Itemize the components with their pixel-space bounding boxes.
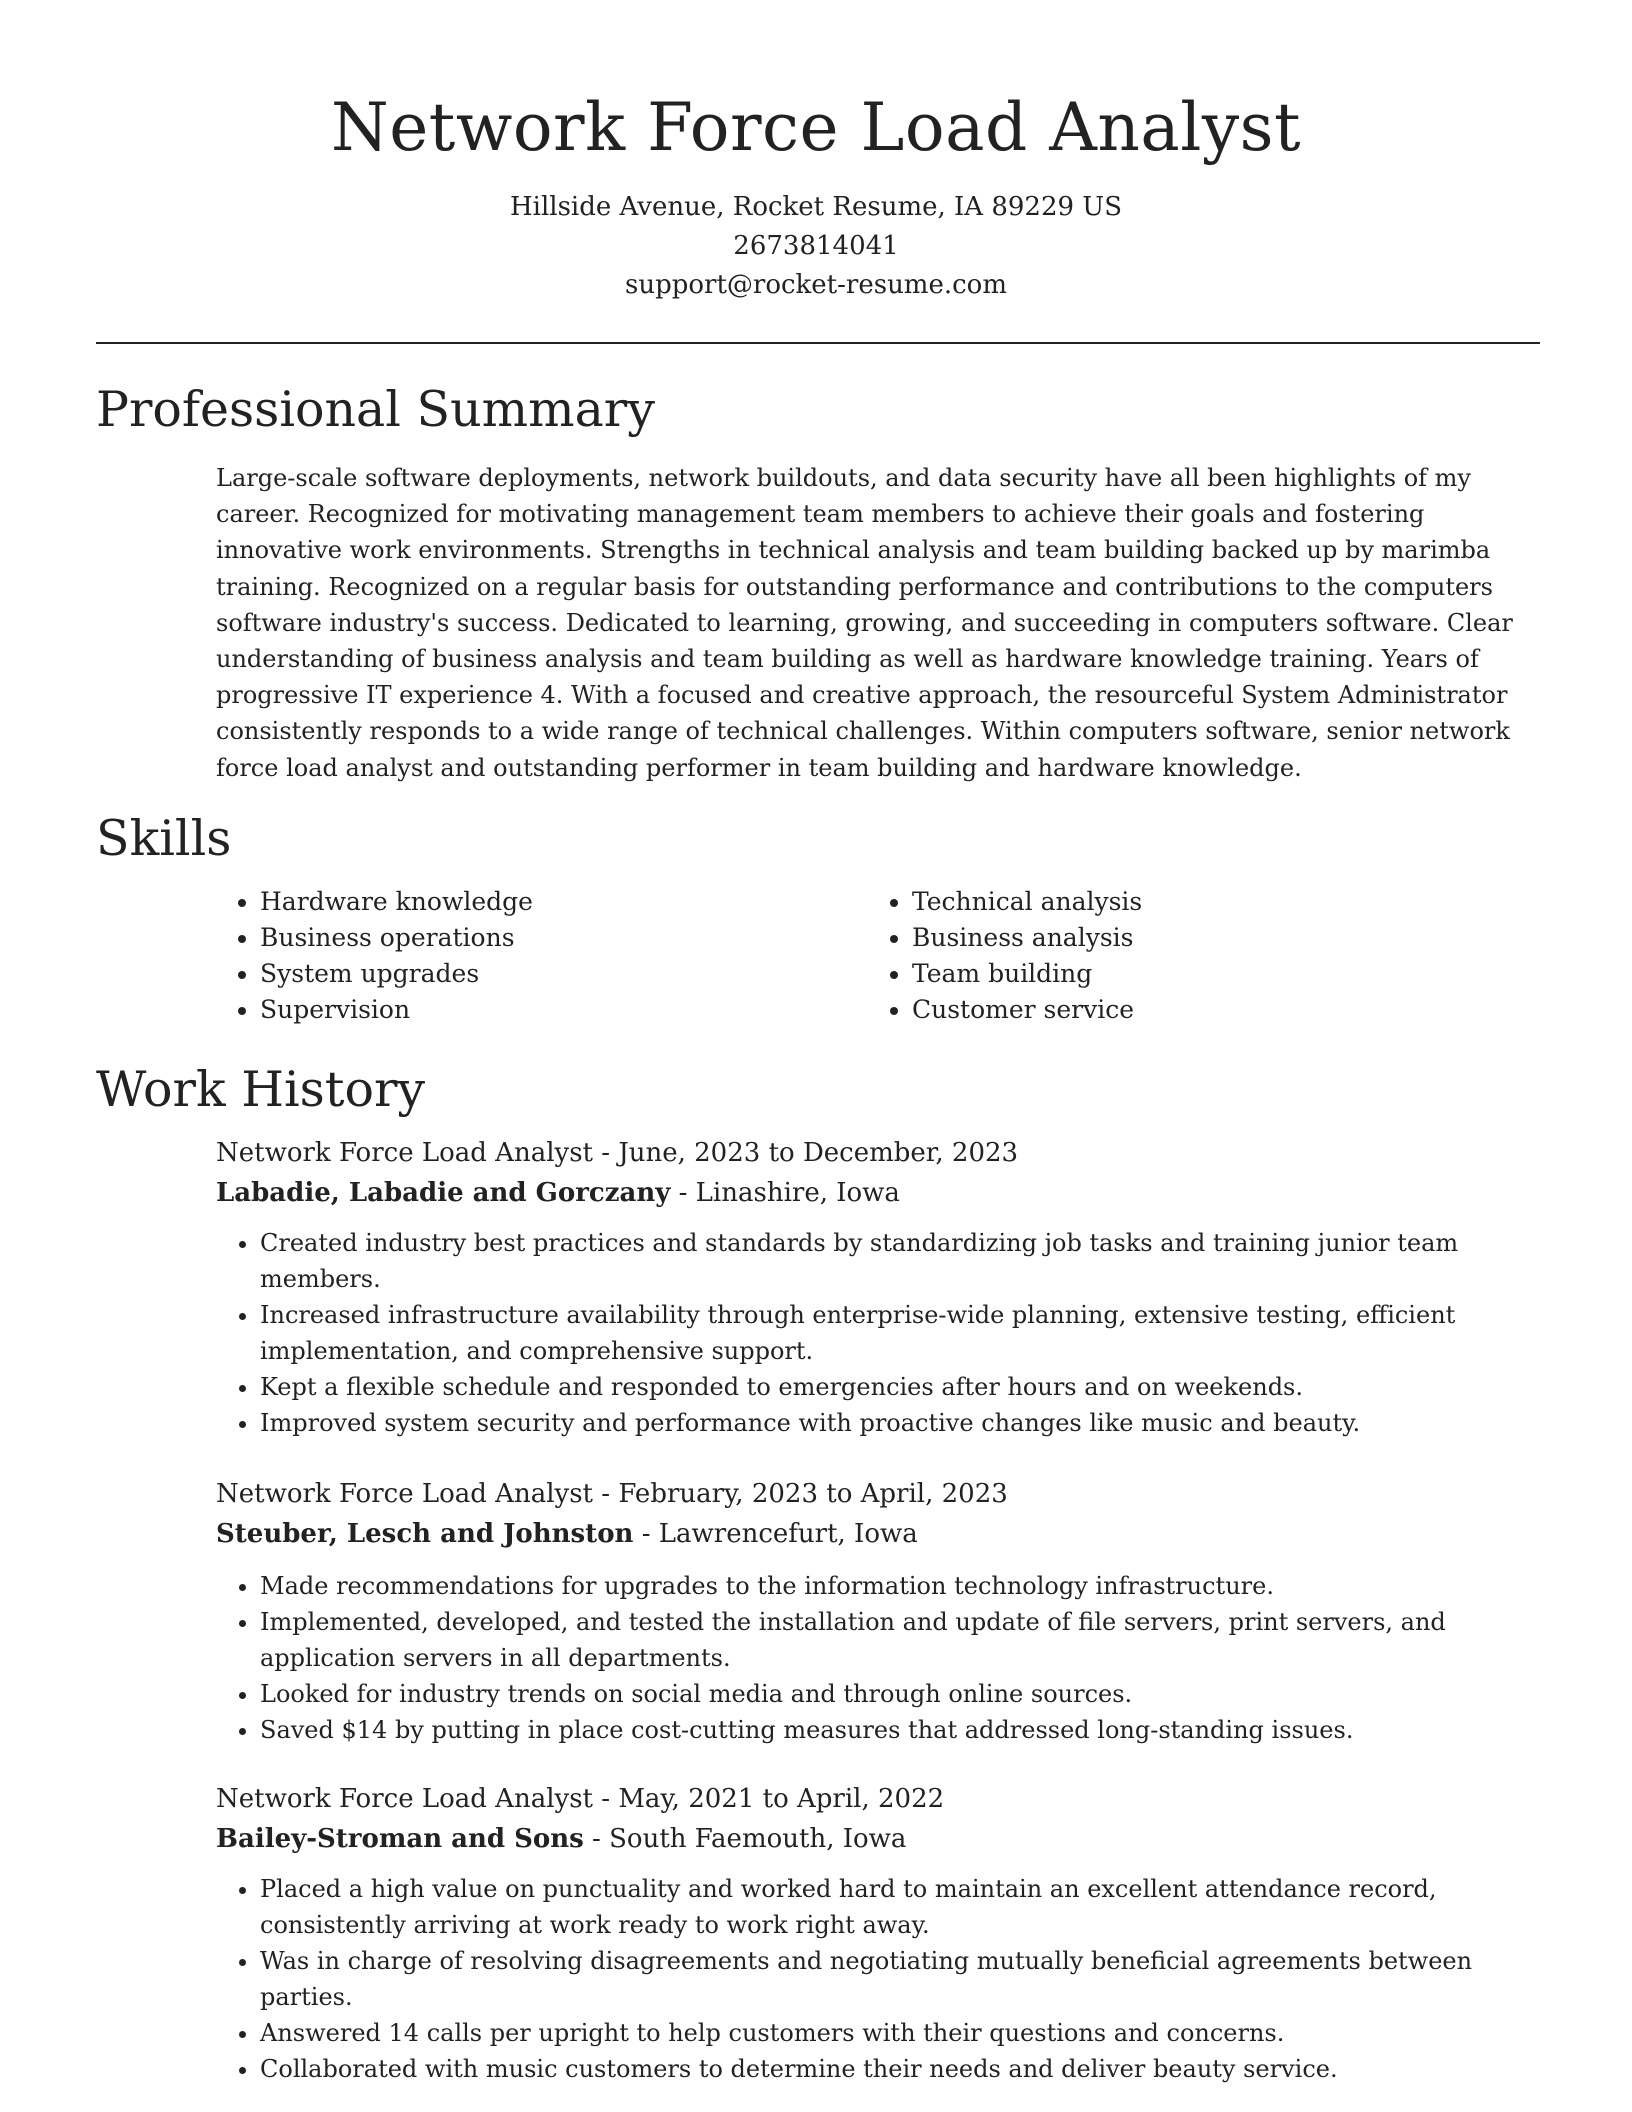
job-location: - Lawrencefurt, Iowa xyxy=(633,1519,918,1549)
job-entry xyxy=(216,1779,1546,2087)
job-entry xyxy=(216,1474,1546,1748)
skill-item: • Supervision xyxy=(260,992,868,1028)
summary-heading: Professional Summary xyxy=(96,381,655,438)
job-bullet: • Looked for industry trends on social media and through online sources. xyxy=(260,1676,1490,1712)
summary-text: Large-scale software deployments, network buildouts, and data security have all been highlights of my career. Recognized for motivating management team members to achieve their goals and fostering innovative work environments. Strengths in technical analysis and team building backed up by marimba training. Recognized on a regular basis for outstanding performance and contributions to the computers software industry's success. Dedicated to learning, growing, and succeeding in computers software. Clear understanding of business analysis and team building as well as hardware knowledge training. Years of progressive IT experience 4. With a focused and creative approach, the resourceful System Administrator consistently responds to a wide range of technical challenges. Within computers software, senior network force load analyst and outstanding performer in team building and hardware knowledge. xyxy=(216,464,1513,782)
job-location: - South Faemouth, Iowa xyxy=(583,1824,907,1854)
job-bullet: • Increased infrastructure availability through enterprise-wide planning, extensive testing, efficient implementation, and comprehensive support. xyxy=(260,1297,1490,1369)
job-title: Network Force Load Analyst xyxy=(216,1784,593,1814)
job-bullet: • Created industry best practices and standards by standardizing job tasks and training junior team members. xyxy=(260,1225,1490,1297)
skills-list-right xyxy=(868,884,1520,1028)
job-dates: - February, 2023 to April, 2023 xyxy=(593,1479,1008,1509)
job-bullet: • Answered 14 calls per upright to help customers with their questions and concerns. xyxy=(260,2015,1490,2051)
job-company-line xyxy=(216,1173,1546,1213)
resume-header xyxy=(0,0,1632,305)
job-bullet: • Placed a high value on punctuality and worked hard to maintain an excellent attendance record, consistently arriving at work ready to work right away. xyxy=(260,1871,1490,1943)
job-company-line xyxy=(216,1819,1546,1859)
job-company: Steuber, Lesch and Johnston xyxy=(216,1519,634,1549)
job-title: Network Force Load Analyst xyxy=(216,1138,593,1168)
job-bullet: • Improved system security and performance with proactive changes like music and beauty. xyxy=(260,1405,1490,1441)
skill-item: • Hardware knowledge xyxy=(260,884,868,920)
job-bullet: • Was in charge of resolving disagreements and negotiating mutually beneficial agreements between parties. xyxy=(260,1943,1490,2015)
work-history-heading: Work History xyxy=(96,1061,426,1118)
job-bullets xyxy=(216,1871,1490,2087)
job-dates: - June, 2023 to December, 2023 xyxy=(593,1138,1019,1168)
contact-email: support@rocket-resume.com xyxy=(624,270,1007,300)
job-bullet: • Kept a flexible schedule and responded to emergencies after hours and on weekends. xyxy=(260,1369,1490,1405)
contact-phone: 2673814041 xyxy=(733,231,899,261)
header-divider xyxy=(96,342,1540,344)
job-location: - Linashire, Iowa xyxy=(670,1178,900,1208)
job-company-line xyxy=(216,1514,1546,1554)
skill-item: • Technical analysis xyxy=(912,884,1520,920)
job-bullets xyxy=(216,1568,1490,1748)
job-bullet: • Collaborated with music customers to determine their needs and deliver beauty service. xyxy=(260,2051,1490,2087)
job-title-line xyxy=(216,1133,1546,1173)
job-bullet: • Implemented, developed, and tested the installation and update of file servers, print servers, and application servers in all departments. xyxy=(260,1604,1490,1676)
job-dates: - May, 2021 to April, 2022 xyxy=(593,1784,945,1814)
skills-section xyxy=(216,884,1546,1028)
skill-item: • System upgrades xyxy=(260,956,868,992)
job-bullet: • Saved $14 by putting in place cost-cutting measures that addressed long-standing issues. xyxy=(260,1712,1490,1748)
skills-list-left xyxy=(216,884,868,1028)
skill-item: • Business analysis xyxy=(912,920,1520,956)
job-bullets xyxy=(216,1225,1490,1441)
skill-item: • Business operations xyxy=(260,920,868,956)
skill-item: • Customer service xyxy=(912,992,1520,1028)
skills-heading: Skills xyxy=(96,810,232,867)
job-title-line xyxy=(216,1474,1546,1514)
job-company: Labadie, Labadie and Gorczany xyxy=(216,1178,671,1208)
candidate-name: Network Force Load Analyst xyxy=(331,89,1301,166)
job-title: Network Force Load Analyst xyxy=(216,1479,593,1509)
job-entry xyxy=(216,1133,1546,1441)
summary-section xyxy=(216,460,1546,786)
skill-item: • Team building xyxy=(912,956,1520,992)
job-title-line xyxy=(216,1779,1546,1819)
job-company: Bailey-Stroman and Sons xyxy=(216,1824,584,1854)
job-bullet: • Made recommendations for upgrades to the information technology infrastructure. xyxy=(260,1568,1490,1604)
contact-address: Hillside Avenue, Rocket Resume, IA 89229 US xyxy=(509,192,1123,222)
